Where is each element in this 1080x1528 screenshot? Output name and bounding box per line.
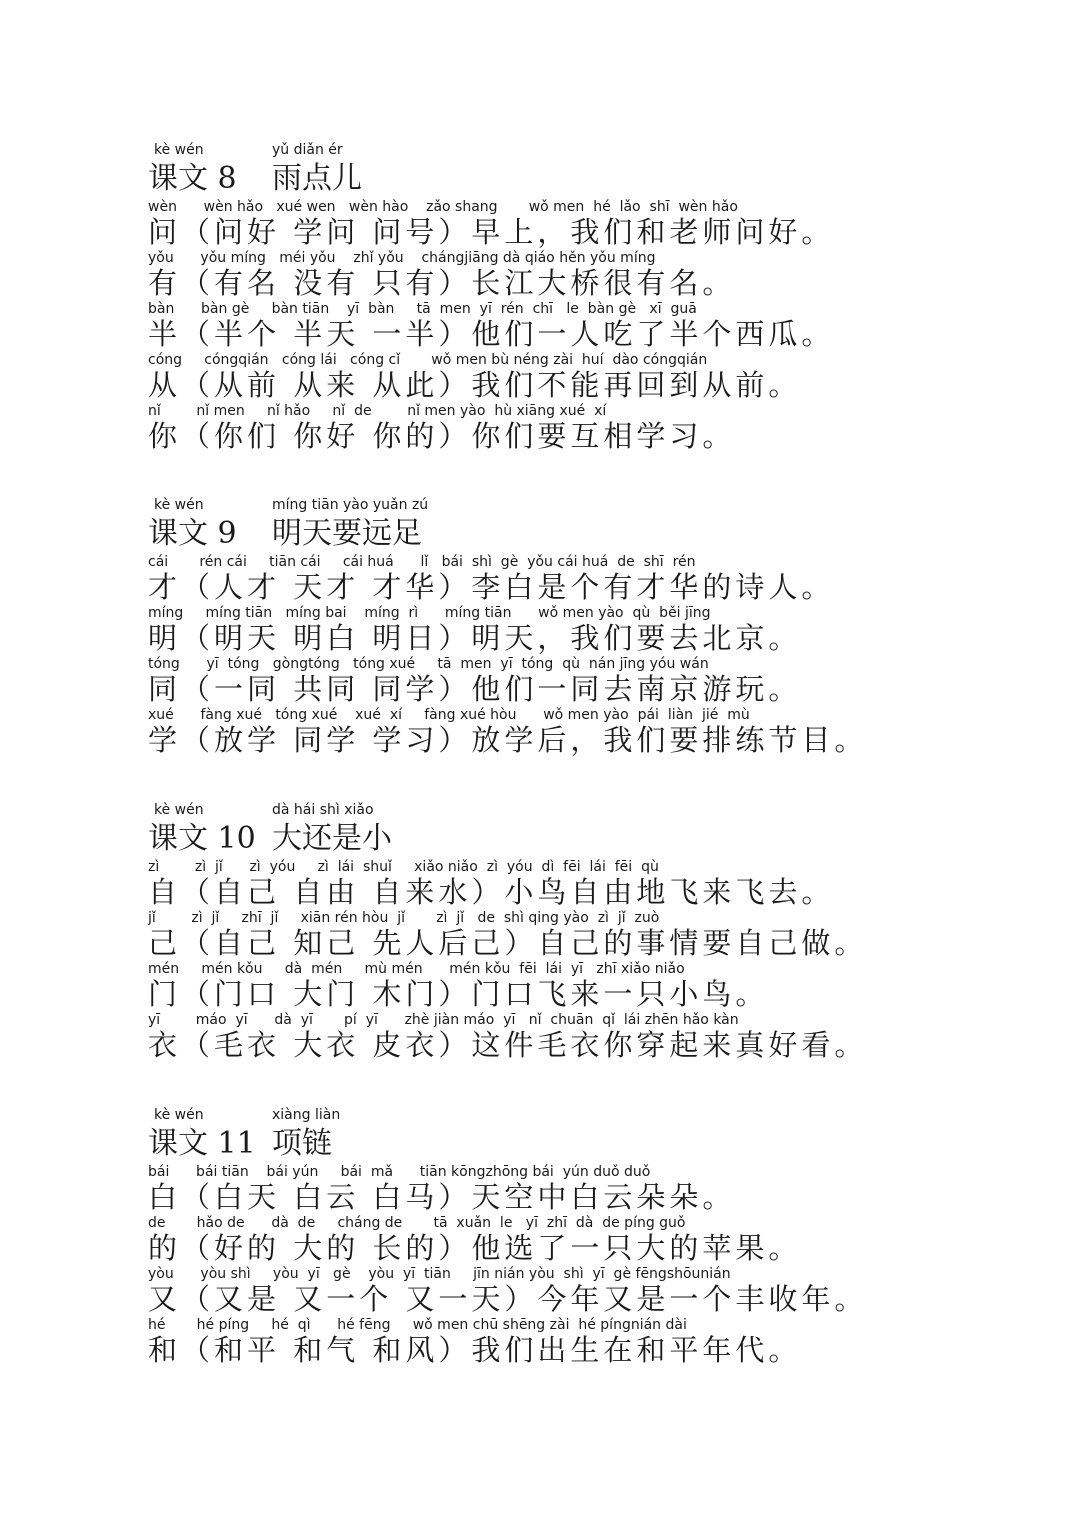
character-entry <box>148 351 1048 402</box>
character-entry <box>148 909 1048 960</box>
entry-text: 的（好的 大的 长的）他选了一只大的苹果。 <box>148 1231 802 1265</box>
lesson-title-pinyin: míng tiān yào yuǎn zú <box>272 497 429 513</box>
entry-text: 问（问好 学问 问号）早上，我们和老师问好。 <box>148 215 835 249</box>
entry-text: 半（半个 半天 一半）他们一人吃了半个西瓜。 <box>148 317 835 351</box>
entry-pinyin: yī máo yī dà yī pí yī zhè jiàn máo yī nǐ chuān qǐ lái zhēn hǎo kàn <box>148 1012 739 1028</box>
entry-pinyin: jǐ zì jǐ zhī jǐ xiān rén hòu jǐ zì jǐ de shì qing yào zì jǐ zuò <box>148 910 660 926</box>
entry-text: 从（从前 从来 从此）我们不能再回到从前。 <box>148 368 802 402</box>
character-entry <box>148 960 1048 1011</box>
entry-text: 衣（毛衣 大衣 皮衣）这件毛衣你穿起来真好看。 <box>148 1028 868 1062</box>
lesson-label-pinyin: kè wén <box>154 497 204 513</box>
entry-pinyin: de hǎo de dà de cháng de tā xuǎn le yī zhī dà de píng guǒ <box>148 1215 686 1231</box>
character-entry <box>148 1163 1048 1214</box>
lesson-header <box>148 515 1048 553</box>
lesson-title: 大还是小 <box>272 821 392 856</box>
entry-text: 同（一同 共同 同学）他们一同去南京游玩。 <box>148 672 802 706</box>
entry-text: 有（有名 没有 只有）长江大桥很有名。 <box>148 266 736 300</box>
character-entry <box>148 604 1048 655</box>
entry-text: 明（明天 明白 明日）明天，我们要去北京。 <box>148 621 802 655</box>
entry-text: 学（放学 同学 学习）放学后，我们要排练节目。 <box>148 723 868 757</box>
lesson-title-pinyin: dà hái shì xiǎo <box>272 802 374 818</box>
lesson-header-pinyin <box>148 140 1048 160</box>
lesson-title-pinyin: xiàng liàn <box>272 1107 341 1123</box>
lesson-title: 项链 <box>272 1126 332 1161</box>
character-entry <box>148 706 1048 757</box>
entry-text: 你（你们 你好 你的）你们要互相学习。 <box>148 419 736 453</box>
entry-pinyin: xué fàng xué tóng xué xué xí fàng xué hòu wǒ men yào pái liàn jié mù <box>148 707 750 723</box>
character-entry <box>148 1265 1048 1316</box>
lesson-label: 课文 8 <box>148 161 237 196</box>
entry-pinyin: cái rén cái tiān cái cái huá lǐ bái shì gè yǒu cái huá de shī rén <box>148 554 696 570</box>
lesson-header-pinyin <box>148 800 1048 820</box>
character-entry <box>148 300 1048 351</box>
entry-text: 己（自己 知己 先人后己）自己的事情要自己做。 <box>148 926 868 960</box>
entry-pinyin: bái bái tiān bái yún bái mǎ tiān kōngzhōng bái yún duǒ duǒ <box>148 1164 651 1180</box>
lesson-label: 课文 11 <box>148 1126 256 1161</box>
character-entry <box>148 198 1048 249</box>
lesson-label: 课文 10 <box>148 821 256 856</box>
entry-pinyin: bàn bàn gè bàn tiān yī bàn tā men yī rén chī le bàn gè xī guā <box>148 301 697 317</box>
character-entry <box>148 402 1048 453</box>
entry-pinyin: wèn wèn hǎo xué wen wèn hào zǎo shang wǒ men hé lǎo shī wèn hǎo <box>148 199 738 215</box>
entry-pinyin: tóng yī tóng gòngtóng tóng xué tā men yī tóng qù nán jīng yóu wán <box>148 656 709 672</box>
character-entry <box>148 553 1048 604</box>
entry-pinyin: cóng cóngqián cóng lái cóng cǐ wǒ men bù néng zài huí dào cóngqián <box>148 352 708 368</box>
lesson-header <box>148 820 1048 858</box>
lesson-10-section <box>148 800 1048 1062</box>
entry-pinyin: hé hé píng hé qì hé fēng wǒ men chū shēng zài hé píngnián dài <box>148 1317 687 1333</box>
lesson-label-pinyin: kè wén <box>154 1107 204 1123</box>
lesson-11-section <box>148 1105 1048 1367</box>
lesson-8-section <box>148 140 1048 453</box>
character-entry <box>148 655 1048 706</box>
entry-pinyin: mén mén kǒu dà mén mù mén mén kǒu fēi lái yī zhī xiǎo niǎo <box>148 961 685 977</box>
lesson-title: 明天要远足 <box>272 516 422 551</box>
entry-text: 自（自己 自由 自来水）小鸟自由地飞来飞去。 <box>148 875 835 909</box>
entry-pinyin: zì zì jǐ zì yóu zì lái shuǐ xiǎo niǎo zì yóu dì fēi lái fēi qù <box>148 859 659 875</box>
character-entry <box>148 858 1048 909</box>
entry-text: 才（人才 天才 才华）李白是个有才华的诗人。 <box>148 570 835 604</box>
lesson-header <box>148 160 1048 198</box>
lesson-title-pinyin: yǔ diǎn ér <box>272 142 343 158</box>
entry-pinyin: míng míng tiān míng bai míng rì míng tiān wǒ men yào qù běi jīng <box>148 605 711 621</box>
entry-text: 白（白天 白云 白马）天空中白云朵朵。 <box>148 1180 736 1214</box>
entry-text: 门（门口 大门 木门）门口飞来一只小鸟。 <box>148 977 769 1011</box>
character-entry <box>148 1214 1048 1265</box>
lesson-header-pinyin <box>148 495 1048 515</box>
character-entry <box>148 1011 1048 1062</box>
lesson-label-pinyin: kè wén <box>154 142 204 158</box>
character-entry <box>148 249 1048 300</box>
entry-text: 又（又是 又一个 又一天）今年又是一个丰收年。 <box>148 1282 868 1316</box>
entry-pinyin: yòu yòu shì yòu yī gè yòu yī tiān jīn nián yòu shì yī gè fēngshōunián <box>148 1266 731 1282</box>
character-entry <box>148 1316 1048 1367</box>
lesson-label: 课文 9 <box>148 516 237 551</box>
lesson-9-section <box>148 495 1048 757</box>
lesson-header-pinyin <box>148 1105 1048 1125</box>
entry-text: 和（和平 和气 和风）我们出生在和平年代。 <box>148 1333 802 1367</box>
lesson-label-pinyin: kè wén <box>154 802 204 818</box>
lesson-title: 雨点儿 <box>272 161 362 196</box>
lesson-header <box>148 1125 1048 1163</box>
entry-pinyin: yǒu yǒu míng méi yǒu zhǐ yǒu chángjiāng dà qiáo hěn yǒu míng <box>148 250 656 266</box>
entry-pinyin: nǐ nǐ men nǐ hǎo nǐ de nǐ men yào hù xiāng xué xí <box>148 403 607 419</box>
